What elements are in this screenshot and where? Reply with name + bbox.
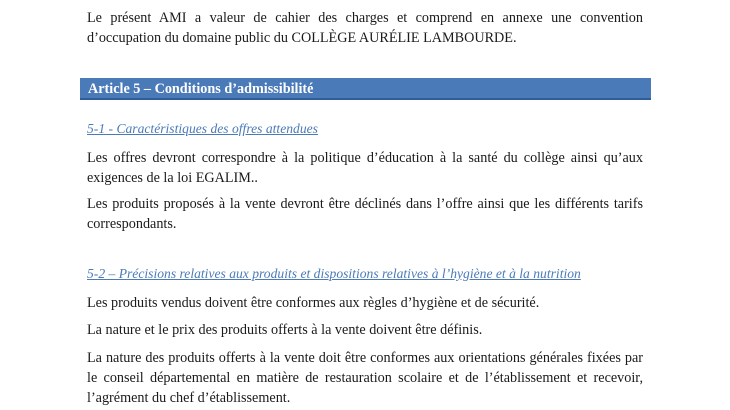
article-5-title: Article 5 – Conditions d’admissibilité	[88, 81, 314, 97]
section-5-1-paragraph-1: Les offres devront correspondre à la politique d’éducation à la santé du collège ainsi qu’aux exigences de la loi EGALIM..	[87, 150, 643, 186]
section-5-1-heading: 5-1 - Caractéristiques des offres attendues	[87, 121, 318, 136]
section-5-2-paragraph-2: La nature et le prix des produits offerts à la vente doivent être définis.	[87, 322, 483, 338]
article-5-header-bar	[80, 78, 651, 100]
section-5-1-paragraph-2: Les produits proposés à la vente devront être déclinés dans l’offre ainsi que les différents tarifs correspondants.	[87, 196, 643, 232]
section-5-2-heading: 5-2 – Précisions relatives aux produits et dispositions relatives à l’hygiène et à la nutrition	[87, 266, 581, 281]
section-5-2-paragraph-1: Les produits vendus doivent être conformes aux règles d’hygiène et de sécurité.	[87, 295, 540, 311]
section-5-2-paragraph-3: La nature des produits offerts à la vente doit être conformes aux orientations générales fixées par le conseil départemental en matière de restauration scolaire et de l’établissement et recevoir, l’agrément du chef d’établissement.	[87, 350, 643, 406]
intro-paragraph: Le présent AMI a valeur de cahier des charges et comprend en annexe une convention d’occupation du domaine public du COLLÈGE AURÉLIE LAMBOURDE.	[87, 10, 643, 46]
